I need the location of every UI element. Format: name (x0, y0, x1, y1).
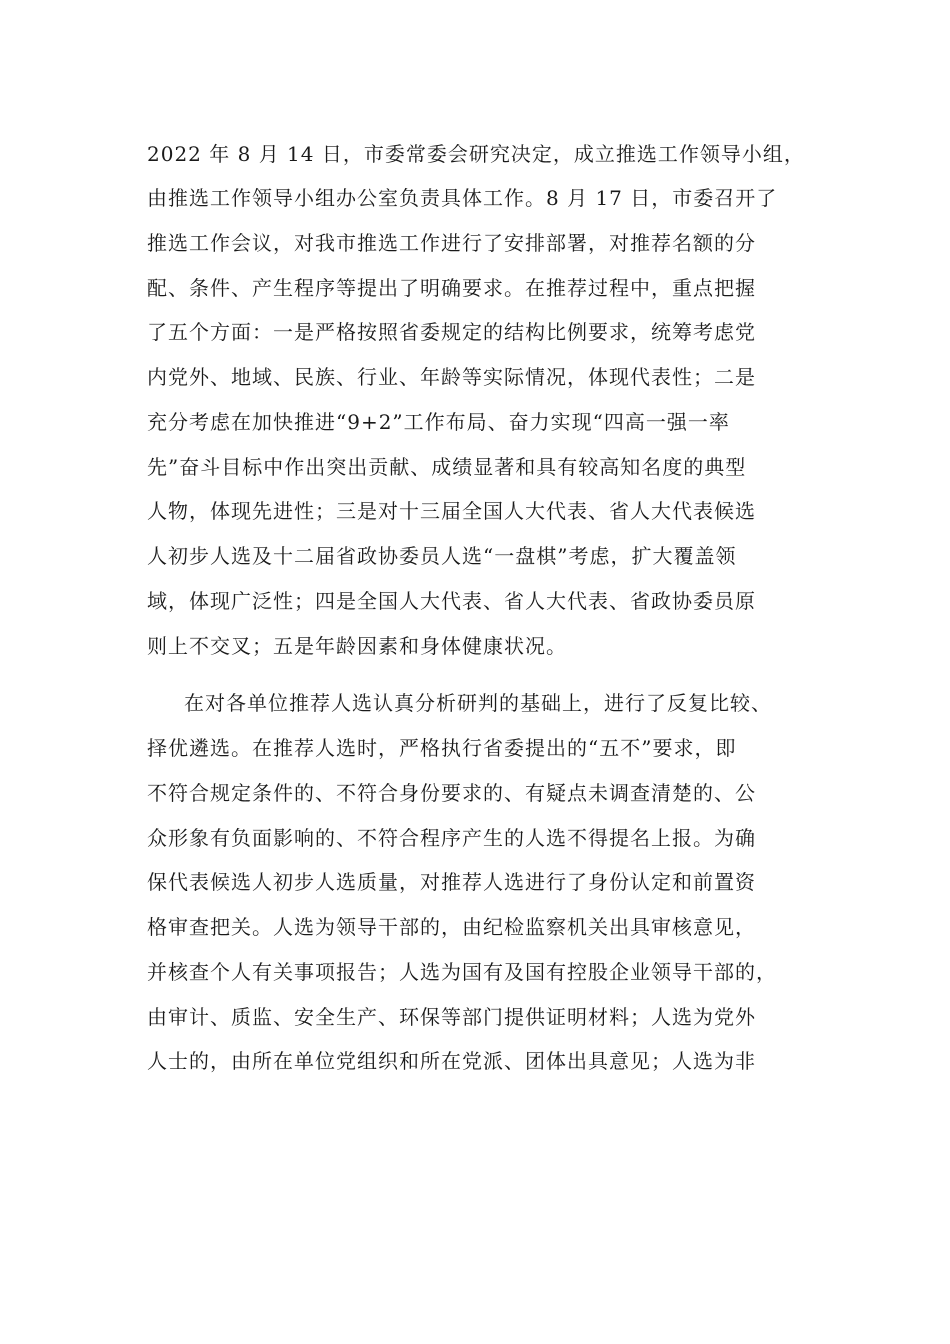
paragraph-line: 充分考虑在加快推进“9+2”工作布局、奋力实现“四高一强一率 (147, 410, 730, 434)
paragraph-line: 在对各单位推荐人选认真分析研判的基础上，进行了反复比较、 (184, 691, 772, 715)
paragraph-line: 内党外、地域、民族、行业、年龄等实际情况，体现代表性；二是 (147, 365, 756, 389)
paragraph-line: 择优遴选。在推荐人选时，严格执行省委提出的“五不”要求，即 (147, 736, 737, 760)
paragraph-line: 保代表候选人初步人选质量，对推荐人选进行了身份认定和前置资 (147, 870, 756, 894)
paragraph-line: 则上不交叉；五是年龄因素和身体健康状况。 (147, 634, 567, 658)
paragraph-line: 推选工作会议，对我市推选工作进行了安排部署，对推荐名额的分 (147, 231, 756, 255)
paragraph-line: 并核查个人有关事项报告；人选为国有及国有控股企业领导干部的， (147, 960, 777, 984)
paragraph-line: 了五个方面：一是严格按照省委规定的结构比例要求，统筹考虑党 (147, 320, 756, 344)
paragraph-line: 域，体现广泛性；四是全国人大代表、省人大代表、省政协委员原 (147, 589, 756, 613)
paragraph-line: 由推选工作领导小组办公室负责具体工作。8 月 17 日，市委召开了 (147, 186, 778, 210)
paragraph-line: 人初步人选及十二届省政协委员人选“一盘棋”考虑，扩大覆盖领 (147, 544, 737, 568)
paragraph-line: 格审查把关。人选为领导干部的，由纪检监察机关出具审核意见， (147, 915, 756, 939)
paragraph-line: 由审计、质监、安全生产、环保等部门提供证明材料；人选为党外 (147, 1005, 756, 1029)
paragraph-line: 人士的，由所在单位党组织和所在党派、团体出具意见；人选为非 (147, 1049, 756, 1073)
paragraph-line: 先”奋斗目标中作出突出贡献、成绩显著和具有较高知名度的典型 (147, 455, 747, 479)
paragraph-line: 不符合规定条件的、不符合身份要求的、有疑点未调查清楚的、公 (147, 781, 756, 805)
paragraph-line: 人物，体现先进性；三是对十三届全国人大代表、省人大代表候选 (147, 499, 756, 523)
paragraph-line: 配、条件、产生程序等提出了明确要求。在推荐过程中，重点把握 (147, 276, 756, 300)
paragraph-line: 2022 年 8 月 14 日，市委常委会研究决定，成立推选工作领导小组， (147, 142, 805, 166)
paragraph-line: 众形象有负面影响的、不符合程序产生的人选不得提名上报。为确 (147, 826, 756, 850)
